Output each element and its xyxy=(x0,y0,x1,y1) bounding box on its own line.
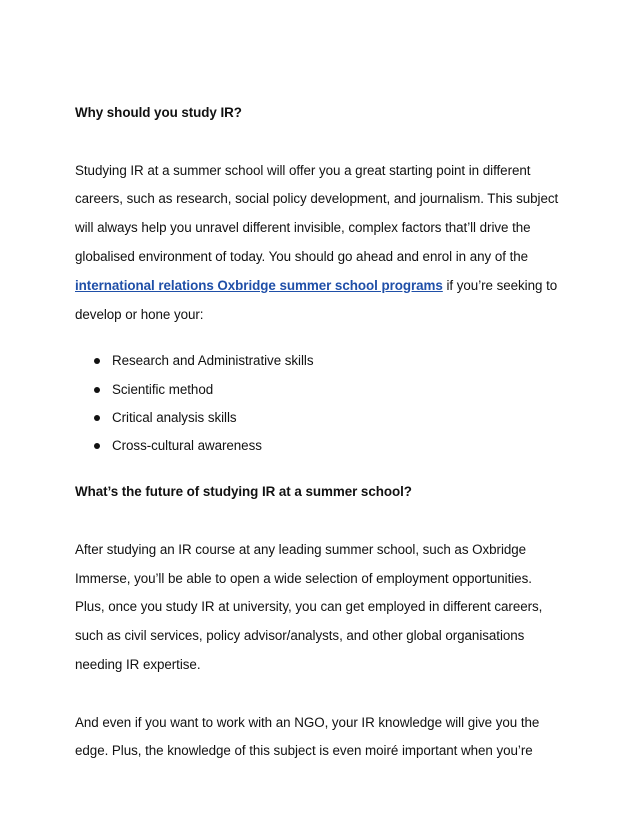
paragraph-line-with-link xyxy=(75,272,560,301)
bullet-icon xyxy=(94,358,100,364)
spacer xyxy=(75,460,560,478)
list-item-text: Critical analysis skills xyxy=(112,409,237,425)
skills-list xyxy=(75,347,560,460)
list-item-text: Cross-cultural awareness xyxy=(112,437,262,453)
bullet-icon xyxy=(94,443,100,449)
list-item xyxy=(75,404,560,432)
paragraph-line: Plus, once you study IR at university, you can get employed in different careers, xyxy=(75,599,543,615)
paragraph-line: Immerse, you’ll be able to open a wide selection of employment opportunities. xyxy=(75,570,532,586)
spacer xyxy=(75,507,560,536)
spacer xyxy=(75,680,560,709)
list-item-text: Research and Administrative skills xyxy=(112,353,314,369)
paragraph-line: needing IR expertise. xyxy=(75,656,201,672)
heading-future-of-ir: What’s the future of studying IR at a summer school? xyxy=(75,484,412,500)
paragraph-line: After studying an IR course at any leading summer school, such as Oxbridge xyxy=(75,541,527,557)
list-item-text: Scientific method xyxy=(112,381,214,397)
document-content xyxy=(75,99,560,766)
paragraph-line: will always help you unravel different invisible, complex factors that’ll drive the xyxy=(75,220,531,236)
paragraph-line-tail: if you’re seeking to xyxy=(442,277,558,293)
list-item xyxy=(75,432,560,460)
paragraph-line: such as civil services, policy advisor/analysts, and other global organisations xyxy=(75,628,525,644)
spacer xyxy=(75,329,560,347)
paragraph-line: Studying IR at a summer school will offer you a great starting point in different xyxy=(75,162,531,178)
paragraph-future xyxy=(75,536,560,680)
bullet-icon xyxy=(94,387,100,393)
spacer xyxy=(75,128,560,157)
paragraph-line: And even if you want to work with an NGO, your IR knowledge will give you the xyxy=(75,714,540,730)
bullet-icon xyxy=(94,415,100,421)
list-item xyxy=(75,376,560,404)
paragraph-line: globalised environment of today. You should go ahead and enrol in any of the xyxy=(75,248,529,264)
paragraph-line: edge. Plus, the knowledge of this subject is even moiré important when you’re xyxy=(75,743,533,759)
heading-why-study-ir: Why should you study IR? xyxy=(75,105,242,120)
programs-link[interactable]: international relations Oxbridge summer school programs xyxy=(75,277,443,293)
list-item xyxy=(75,347,560,375)
paragraph-line: develop or hone your: xyxy=(75,306,204,322)
paragraph-line: careers, such as research, social policy development, and journalism. This subject xyxy=(75,191,559,207)
paragraph-why-study xyxy=(75,157,560,330)
paragraph-ngo xyxy=(75,709,560,767)
